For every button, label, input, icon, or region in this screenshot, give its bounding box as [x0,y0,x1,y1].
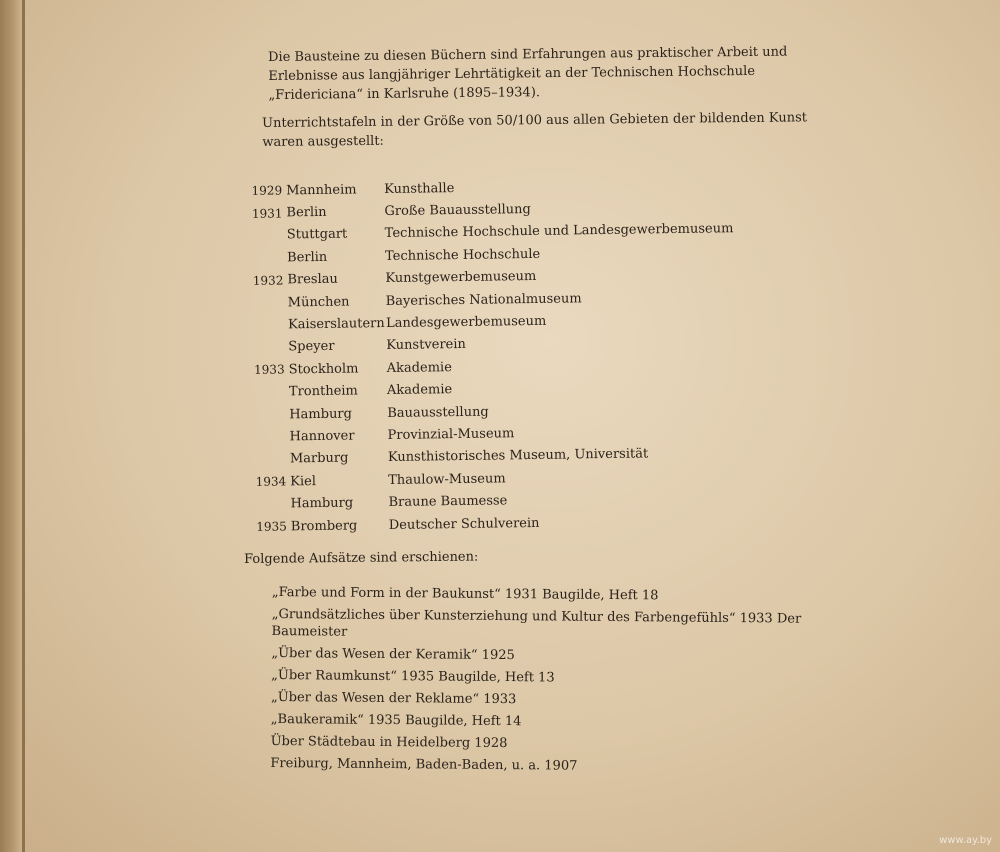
essay-item: „Farbe und Form in der Baukunst“ 1931 Baugilde, Heft 18 [271,584,659,604]
exhibition-venue: Bauausstellung [387,404,489,421]
exhibition-city: München [287,294,350,311]
exhibition-venue: Akademie [386,359,452,376]
exhibition-city: Breslau [287,271,338,288]
exhibition-year [247,392,289,393]
exhibition-city: Mannheim [286,182,357,199]
exhibition-city: Kiel [290,473,317,490]
exhibition-year [248,437,290,438]
exhibition-venue: Provinzial-Museum [387,426,515,444]
exhibition-city: Stockholm [288,361,359,378]
essay-item: „Über das Wesen der Reklame“ 1933 [270,689,517,708]
essay-item: Freiburg, Mannheim, Baden-Baden, u. a. 1907 [270,755,578,774]
exhibition-city: Marburg [289,450,349,467]
essay-item: „Über Raumkunst“ 1935 Baugilde, Heft 13 [271,667,555,686]
exhibition-city: Stuttgart [286,227,348,243]
tables-intro-paragraph: Unterrichtstafeln in der Größe von 50/100 aus allen Gebieten der bildenden Kunst waren ausgestellt: [262,110,808,150]
exhibition-city: Hamburg [289,406,353,422]
exhibition-city: Hamburg [290,495,354,512]
exhibition-venue: Deutscher Schulverein [388,515,540,533]
exhibition-list [244,173,769,538]
exhibition-venue: Landesgewerbemuseum [385,313,547,332]
exhibition-venue: Große Bauausstellung [384,202,531,220]
exhibition-city: Speyer [288,339,335,355]
exhibition-year [245,235,287,236]
exhibition-venue: Braune Baumesse [388,493,508,511]
exhibition-venue: Kunsthalle [384,180,455,197]
exhibition-venue: Kunstverein [386,337,466,354]
exhibition-year [246,325,288,326]
exhibition-venue: Technische Hochschule [384,246,541,264]
exhibition-year [247,414,289,415]
exhibition-city: Bromberg [290,517,358,534]
essays-heading: Folgende Aufsätze sind erschienen: [244,549,479,567]
intro-paragraph: Die Bausteine zu diesen Büchern sind Erfahrungen aus praktischer Arbeit und Erlebnisse aus langjähriger Lehrtätigkeit an der Technischen Hochschule „Fridericiana“ in Karlsruhe (1895–1934). [268,44,788,103]
exhibition-venue: Kunsthistorisches Museum, Universität [387,446,649,466]
exhibition-venue: Technische Hochschule und Landesgewerbemuseum [384,221,734,242]
exhibition-year [245,258,287,259]
exhibition-venue: Kunstgewerbemuseum [385,269,537,287]
exhibition-year: 1933 [254,362,285,378]
exhibition-year: 1935 [256,519,287,534]
exhibition-year: 1934 [255,474,287,490]
exhibition-year [248,459,290,460]
essay-item: Über Städtebau in Heidelberg 1928 [270,733,508,752]
exhibition-city: Berlin [286,204,327,221]
watermark: www.ay.by [939,835,992,846]
essay-item: „Grundsätzliches über Kunsterziehung und Kultur des Farbengefühls“ 1933 Der Baumeister [271,606,802,640]
essay-item: „Über das Wesen der Keramik“ 1925 [271,645,515,664]
essay-item: „Baukeramik“ 1935 Baugilde, Heft 14 [270,711,522,730]
exhibition-city: Hannover [289,428,355,445]
exhibition-venue: Akademie [386,382,453,399]
exhibition-city: Berlin [286,249,328,266]
exhibition-city: Trontheim [288,383,358,400]
exhibition-city: Kaiserslautern [287,316,385,333]
exhibition-year: 1932 [252,273,284,288]
exhibition-year [246,303,288,304]
exhibition-venue: Thaulow-Museum [388,471,506,488]
exhibition-year [249,504,291,505]
exhibition-year [246,347,288,348]
exhibition-year: 1929 [251,183,283,199]
exhibition-venue: Bayerisches Nationalmuseum [385,290,582,309]
exhibition-year: 1931 [251,206,283,221]
essay-list [270,584,832,782]
